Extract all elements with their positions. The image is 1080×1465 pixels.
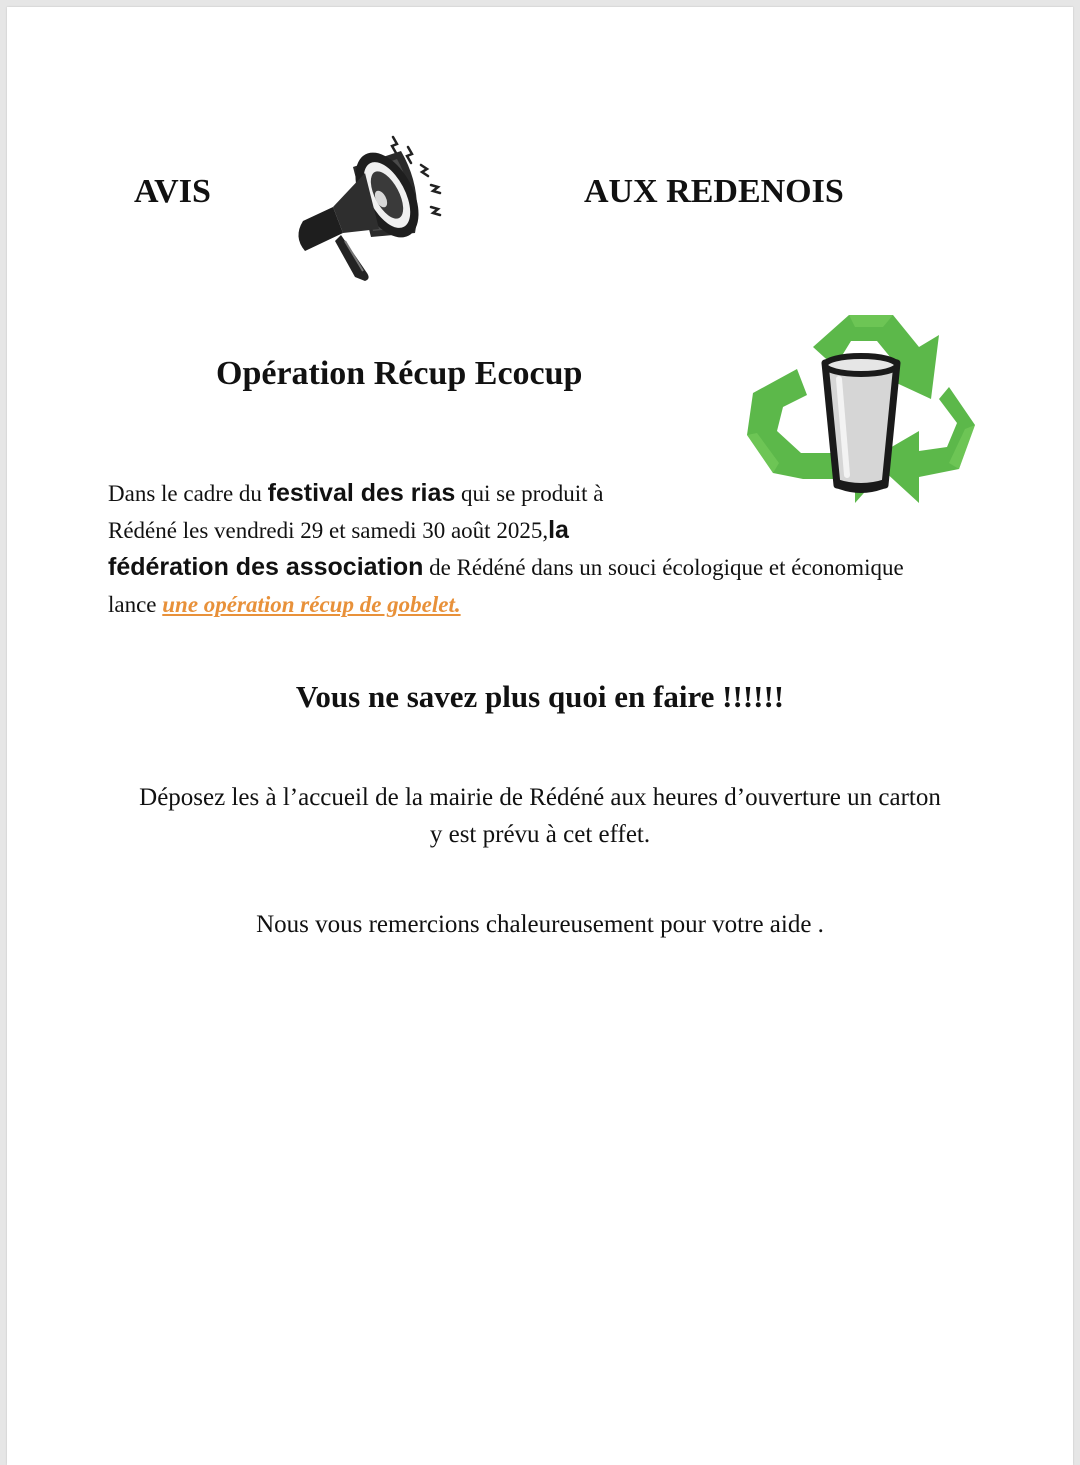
intro-text-4: de Rédéné dans un souci écologique et économique <box>423 555 904 580</box>
intro-paragraph <box>108 475 1008 623</box>
intro-text-2: qui se produit à <box>455 481 604 506</box>
intro-text-3: Rédéné les vendredi 29 et samedi 30 août 2025, <box>108 518 549 543</box>
thanks-text: Nous vous remercions chaleureusement pour votre aide . <box>256 911 824 938</box>
megaphone-icon <box>283 129 453 285</box>
header-aux-redenois: AUX REDENOIS <box>584 173 844 210</box>
intro-text-1: Dans le cadre du <box>108 481 268 506</box>
federation-name: fédération des association <box>108 553 424 581</box>
deposit-line-2: y est prévu à cet effet. <box>429 821 651 848</box>
festival-name: festival des rias <box>267 479 456 507</box>
document-page <box>7 7 1073 1465</box>
page-title: Opération Récup Ecocup <box>216 355 583 392</box>
operation-link[interactable]: une opération récup de gobelet. <box>162 592 461 617</box>
deposit-instructions <box>67 779 1013 853</box>
header-avis: AVIS <box>134 173 211 210</box>
deposit-line-1: Déposez les à l’accueil de la mairie de Rédéné aux heures d’ouverture un carton <box>139 784 941 811</box>
intro-text-5: lance <box>108 592 163 617</box>
question-heading: Vous ne savez plus quoi en faire !!!!!! <box>295 679 785 714</box>
federation-la: la <box>548 516 569 544</box>
